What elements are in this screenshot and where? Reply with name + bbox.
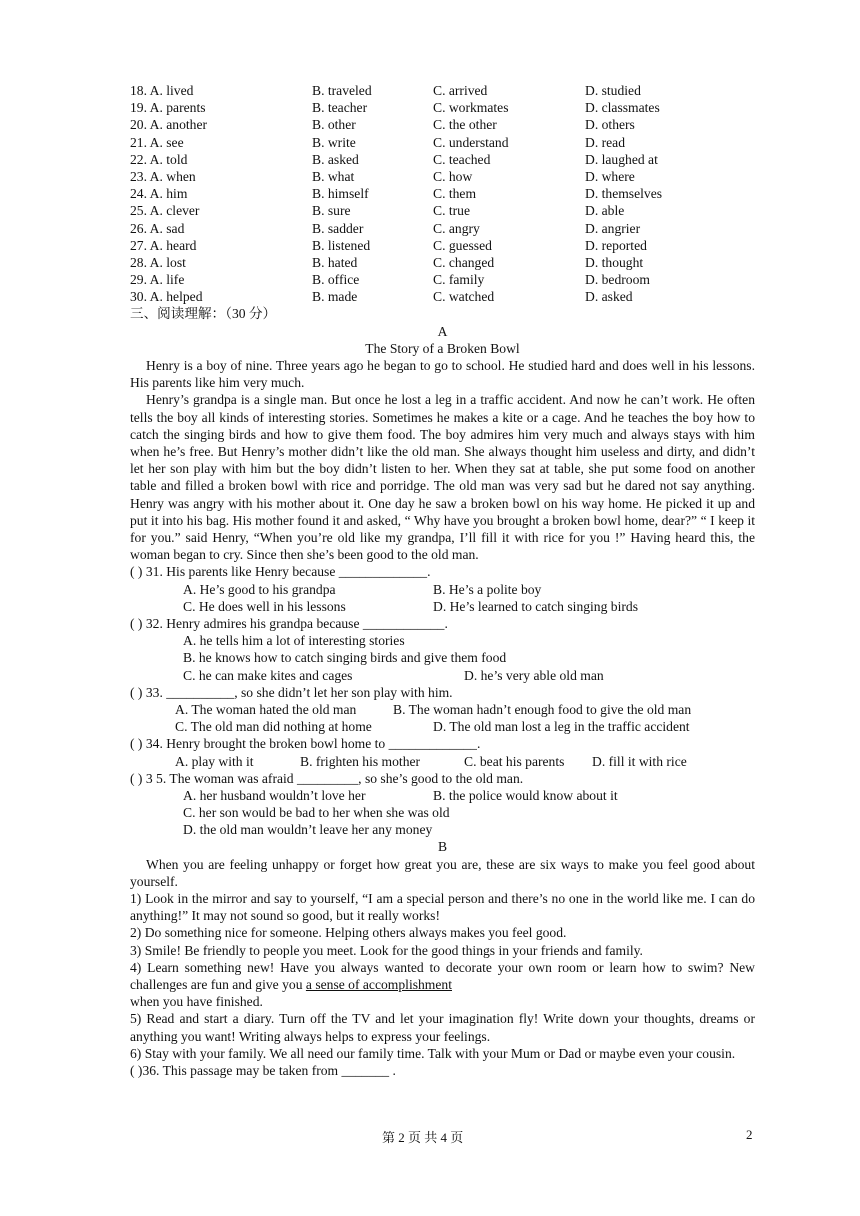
exam-page: 18. A. lived B. traveled C. arrived D. studied 19. A. parents B. teacher C. workmates D. classmates 20. A. another B. other C. the other D. others 21. A. see B. write C. understand D. read 22. A. told B. asked C. teached D. laughed at 23. A. when B. what C. how D. where 24. A. him B. himself C. them D. themselves 25. A. clever B. sure C. true D. able 26. A. sad B. sadder C. angry D. angrier 27. A. heard B. listened C. guessed D. reported 28. A. lost B. hated C. changed D. thought 29. A. life B. office C. family D. bedroom 30. A. helped B. made C. watched D. asked 三、阅读理解：（30 分） A The Story of a Broken Bowl Henry is a boy of nine. Three years ago he began to go to school. He studied hard and does well in his lessons. His parents like him very much. Henry’s grandpa is a single man. But once he lost a leg in a traffic accident. And now he can’t work. He often tells the boy all kinds of interesting stories. Sometimes he makes a kite or a cage. And he teaches the boy how to catch the singing birds and how to give them food. The boy admires him very much and always stays with him when he’s free. But Henry’s mother didn’t like the old man. She always thought him useless and dirty, and didn’t let her son play with him but the boy didn’t listen to her. When they sat at table, she put some food on another table and filled a broken bowl with rice and porridge. The old man was very sad but he dared not say anything. Henry was angry with his mother about it. One day he saw a broken bowl on his way home. He picked it up and put it into his bag. His mother found it and asked, “ Why have you brought a broken bowl home, dear?” “ I keep it for you.” said Henry, “When you’re old like my grandpa, I’ll fill it with rice for you !” Having heard this, the woman began to cry. Since then she’s been good to the old man. ( ) 31. His parents like Henry because _____________. A. He’s good to his grandpa B. He’s a polite boy C. He does well in his lessons D. He’s learned to catch singing birds ( ) 32. Henry admires his grandpa because ____________. A. he tells him a lot of interesting stories B. he knows how to catch singing birds and give them food C. he can make kites and cages D. he’s very able old man ( ) 33. __________, so she didn’t let her son play with him. A. The woman hated the old man B. The woman hadn’t enough food to give the old man C. The old man did nothing at home D. The old man lost a leg in the traffic accident ( ) 34. Henry brought the broken bowl home to _____________. A. play with it B. frighten his mother C. beat his parents D. fill it with rice ( ) 3 5. The woman was afraid _________, so she’s good to the old man. A. her husband wouldn’t love her B. the police would know about it C. her son would be bad to her when she was old D. the old man wouldn’t leave her any money B When you are feeling unhappy or forget how great you are, these are six ways to make you feel good about yourself. 1) Look in the mirror and say to yourself, “I am a special person and there’s no one in the world like me. I can do anything!” It may not sound so good, but it really works! 2) Do something nice for someone. Helping others always makes you feel good. 3) Smile! Be friendly to people you meet. Look for the good things in your friends and family. 4) Learn something new! Have you always wanted to decorate your own room or learn how to swim? New challenges are fun and give you a sense of accomplishment when you have finished. 5) Read and start a diary. Turn off the TV and let your imagination fly! Write down your thoughts, dreams or anything you want! Writing always helps to express your feelings. 6) Stay with your family. We all need our family time. Talk with your Mum or Dad or maybe even your cousin. ( )36. This passage may be taken from _______ .: [130, 83, 755, 1079]
section-3-title: 三、阅读理解：（30 分）: [130, 306, 277, 322]
option-c: C. teached: [433, 151, 491, 167]
part-b-intro: When you are feeling unhappy or forget how great you are, these are six ways to make you feel good about yourself.: [130, 856, 755, 889]
cloze-option-row: [130, 288, 755, 305]
option-a: 24. A. him: [130, 186, 188, 202]
question-32: ( ) 32. Henry admires his grandpa because ____________.: [130, 616, 448, 631]
cloze-options: [130, 82, 755, 305]
tip-5: 5) Read and start a diary. Turn off the TV and let your imagination fly! Write down your thoughts, dreams or anything you want! Writing always helps to express your feelings.: [130, 1011, 755, 1044]
option-d: D. thought: [585, 254, 644, 270]
option-c: C. workmates: [433, 100, 509, 116]
option-c: C. understand: [433, 134, 509, 150]
tip-2: 2) Do something nice for someone. Helping others always makes you feel good.: [130, 925, 567, 941]
cloze-option-row: [130, 116, 755, 133]
option-c: C. arrived: [433, 83, 488, 98]
option-d: D. bedroom: [585, 272, 650, 288]
cloze-option-row: [130, 185, 755, 202]
option-a: 28. A. lost: [130, 254, 186, 270]
option-b: B. write: [312, 134, 356, 150]
option-a: 18. A. lived: [130, 83, 194, 98]
option-d: D. classmates: [585, 100, 660, 116]
cloze-option-row: [130, 202, 755, 219]
option-b: B. other: [312, 117, 356, 133]
option-a: 26. A. sad: [130, 220, 185, 236]
option-b: B. traveled: [312, 83, 372, 98]
option-a: 19. A. parents: [130, 100, 206, 116]
cloze-option-row: [130, 134, 755, 151]
option-a: 21. A. see: [130, 134, 184, 150]
page-number: 2: [746, 1127, 753, 1142]
option-d: D. studied: [585, 83, 641, 98]
option-b: B. asked: [312, 151, 359, 167]
option-d: D. asked: [585, 289, 633, 305]
question-33: ( ) 33. __________, so she didn’t let her son play with him.: [130, 684, 453, 700]
option-d: D. laughed at: [585, 151, 658, 167]
option-c: C. how: [433, 168, 473, 184]
tip-4-continued: when you have finished.: [130, 994, 263, 1010]
option-c: C. changed: [433, 254, 495, 270]
tip-1: 1) Look in the mirror and say to yourself, “I am a special person and there’s no one in the world like me. I can do anything!” It may not sound so good, but it really works!: [130, 891, 755, 924]
cloze-option-row: [130, 271, 755, 288]
tip-6: 6) Stay with your family. We all need our family time. Talk with your Mum or Dad or maybe even your cousin.: [130, 1045, 736, 1061]
part-b-letter: B: [437, 839, 448, 855]
option-a: 25. A. clever: [130, 203, 200, 219]
option-b: B. teacher: [312, 100, 368, 116]
option-d: D. angrier: [585, 220, 641, 236]
question-31: ( ) 31. His parents like Henry because _____________.: [130, 564, 431, 580]
question-31-options: A. He’s good to his grandpa B. He’s a polite boy: [183, 581, 542, 597]
option-a: 29. A. life: [130, 272, 185, 288]
option-c: C. the other: [433, 117, 497, 133]
option-d: D. reported: [585, 237, 647, 253]
option-a: 22. A. told: [130, 151, 188, 167]
option-c: C. them: [433, 186, 477, 202]
option-b: B. hated: [312, 254, 358, 270]
option-a: 30. A. helped: [130, 289, 203, 305]
cloze-option-row: [130, 237, 755, 254]
option-c: C. angry: [433, 220, 480, 236]
option-b: B. made: [312, 289, 358, 305]
option-d: D. able: [585, 203, 625, 219]
option-a: 23. A. when: [130, 168, 196, 184]
option-b: B. listened: [312, 237, 371, 253]
option-b: B. what: [312, 168, 355, 184]
option-c: C. true: [433, 203, 470, 219]
question-36: ( )36. This passage may be taken from _______ .: [130, 1063, 396, 1079]
cloze-option-row: [130, 151, 755, 168]
option-b: B. office: [312, 272, 360, 288]
page-indicator: 第 2 页 共 4 页: [382, 1130, 464, 1145]
underlined-phrase: a sense of accomplishment: [305, 977, 452, 993]
question-34: ( ) 34. Henry brought the broken bowl home to _____________.: [130, 736, 481, 752]
option-a: 20. A. another: [130, 117, 208, 133]
part-a-letter: A: [437, 323, 448, 339]
cloze-option-row: [130, 168, 755, 185]
option-d: D. where: [585, 168, 635, 184]
option-c: C. family: [433, 272, 485, 288]
cloze-option-row: [130, 220, 755, 237]
tip-4: 4) Learn something new! Have you always wanted to decorate your own room or learn how to swim? New challenges are fun and give you a sense of accomplishment: [130, 959, 755, 993]
part-a-paragraph-2: Henry’s grandpa is a single man. But once he lost a leg in a traffic accident. And now he can’t work. He often tells the boy all kinds of interesting stories. Sometimes he makes a kite or a cage. And he teaches the boy how to catch the singing birds and how to give them food. The boy admires him very much and always stays with him when he’s free. But Henry’s mother didn’t like the old man. She always thought him useless and dirty, and didn’t let her son play with him but the boy didn’t listen to her. When they sat at table, she put some food on another table and filled a broken bowl with rice and porridge. The old man was very sad but he dared not say anything. Henry was angry with his mother about it. One day he saw a broken bowl on his way home. He picked it up and put it into his bag. His mother found it and asked, “ Why have you brought a broken bowl home, dear?” “ I keep it for you.” said Henry, “When you’re old like my grandpa, I’ll fill it with rice for you !” Having heard this, the woman began to cry. Since then she’s been good to the old man.: [130, 392, 755, 563]
cloze-option-row: [130, 99, 755, 116]
cloze-option-row: [130, 82, 755, 99]
option-b: B. sadder: [312, 220, 364, 236]
option-d: D. read: [585, 134, 626, 150]
part-a-paragraph-1: Henry is a boy of nine. Three years ago he began to go to school. He studied hard and does well in his lessons. His parents like him very much.: [130, 358, 755, 391]
option-c: C. guessed: [433, 237, 492, 253]
part-a-title: The Story of a Broken Bowl: [365, 340, 520, 356]
question-35: ( ) 3 5. The woman was afraid _________, so she’s good to the old man.: [130, 770, 524, 786]
option-d: D. others: [585, 117, 635, 133]
option-c: C. watched: [433, 289, 495, 305]
option-a: 27. A. heard: [130, 237, 197, 253]
tip-3: 3) Smile! Be friendly to people you meet. Look for the good things in your friends and family.: [130, 942, 643, 958]
option-b: B. sure: [312, 203, 351, 219]
option-b: B. himself: [312, 186, 369, 202]
cloze-option-row: [130, 254, 755, 271]
option-d: D. themselves: [585, 186, 663, 202]
